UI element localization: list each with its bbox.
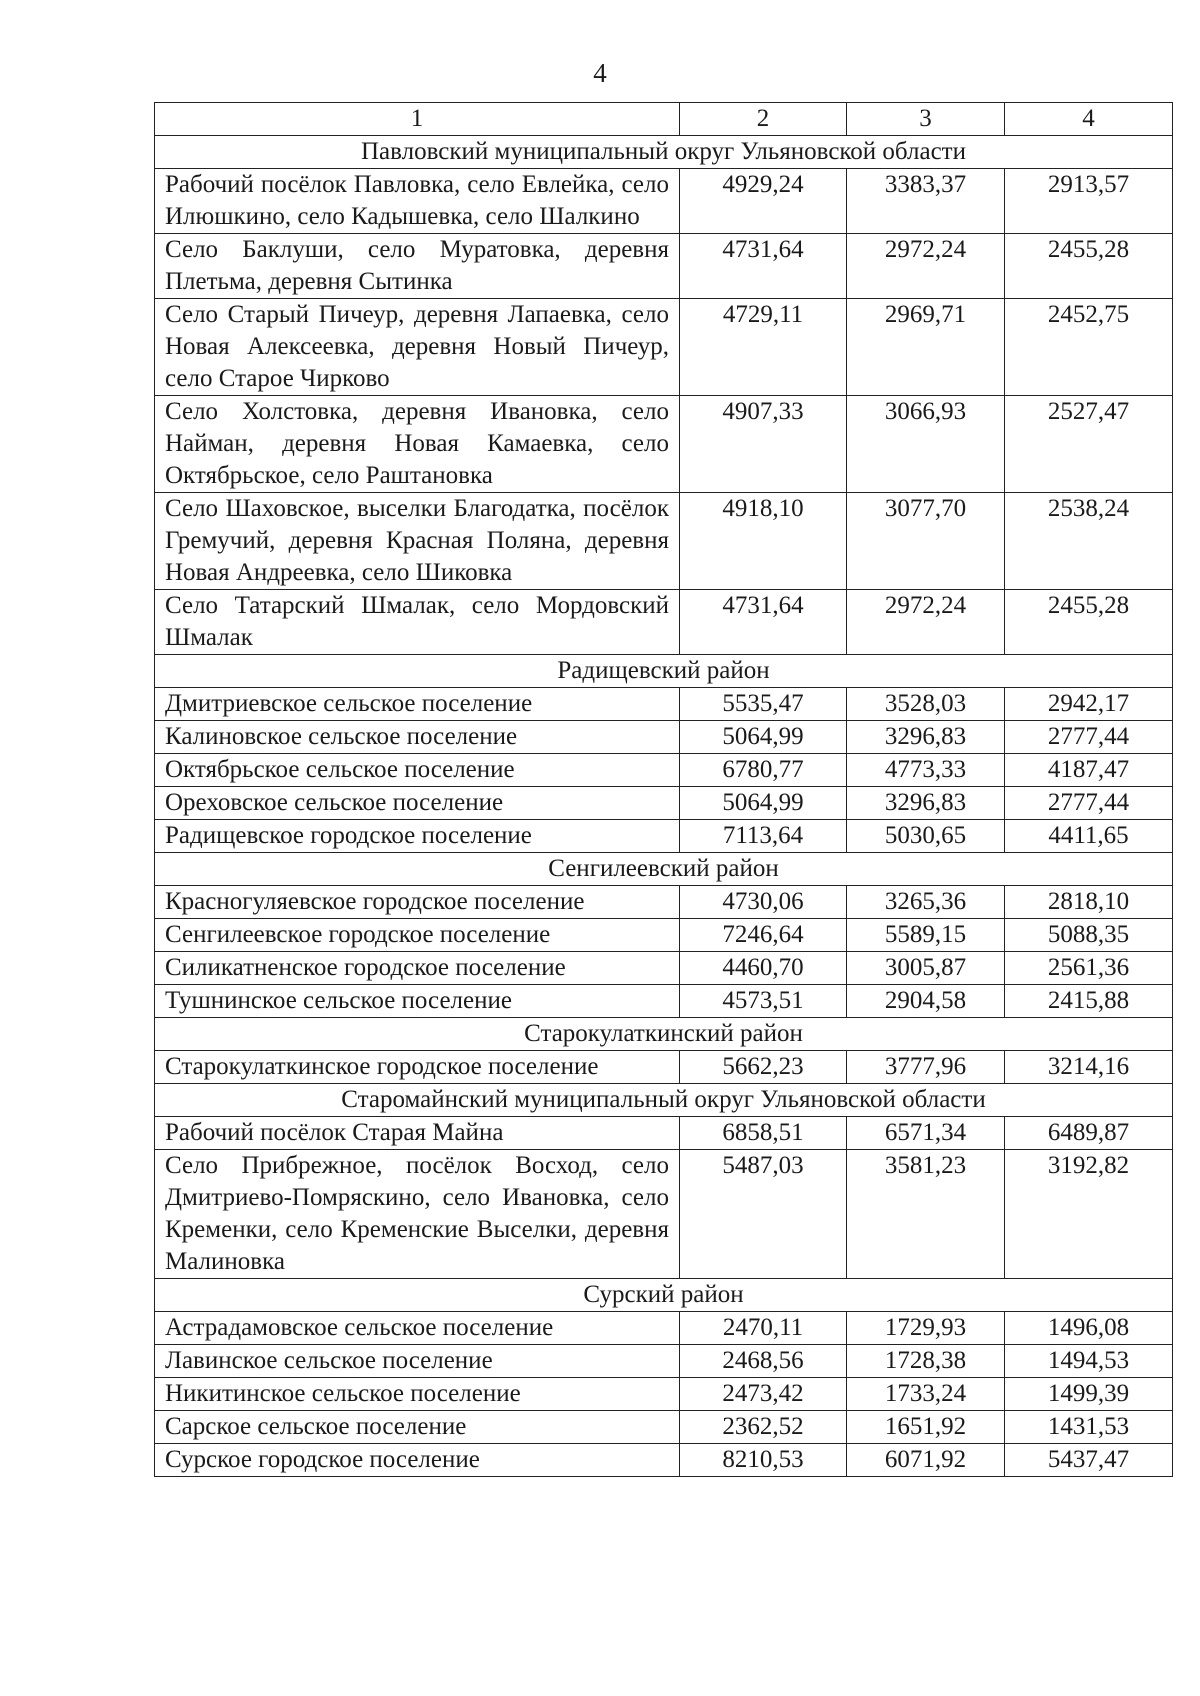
value-column-2: 4918,10 xyxy=(680,493,847,590)
value-column-2: 4729,11 xyxy=(680,299,847,396)
value-column-3: 3005,87 xyxy=(847,952,1005,985)
settlement-name: Красногуляевское городское поселение xyxy=(155,886,680,919)
table-row xyxy=(155,919,1173,952)
table-row xyxy=(155,820,1173,853)
value-column-4: 5088,35 xyxy=(1005,919,1173,952)
column-number-header xyxy=(155,103,1173,136)
value-column-3: 3077,70 xyxy=(847,493,1005,590)
value-column-3: 2969,71 xyxy=(847,299,1005,396)
table-row xyxy=(155,1411,1173,1444)
value-column-3: 3265,36 xyxy=(847,886,1005,919)
settlement-name: Село Старый Пичеур, деревня Лапаевка, село Новая Алексеевка, деревня Новый Пичеур, село Старое Чирково xyxy=(155,299,680,396)
section-title: Радищевский район xyxy=(155,655,1173,688)
value-column-3: 3066,93 xyxy=(847,396,1005,493)
value-column-4: 2455,28 xyxy=(1005,590,1173,655)
section-header-row xyxy=(155,1084,1173,1117)
value-column-3: 2972,24 xyxy=(847,590,1005,655)
settlement-name: Силикатненское городское поселение xyxy=(155,952,680,985)
value-column-3: 6071,92 xyxy=(847,1444,1005,1477)
value-column-4: 2777,44 xyxy=(1005,721,1173,754)
value-column-3: 1728,38 xyxy=(847,1345,1005,1378)
table-body xyxy=(155,136,1173,1477)
value-column-4: 2777,44 xyxy=(1005,787,1173,820)
table-row xyxy=(155,754,1173,787)
tariff-table xyxy=(154,102,1173,1477)
value-column-2: 4731,64 xyxy=(680,234,847,299)
value-column-3: 5030,65 xyxy=(847,820,1005,853)
page-number: 4 xyxy=(593,58,607,88)
value-column-4: 2818,10 xyxy=(1005,886,1173,919)
table-row xyxy=(155,1117,1173,1150)
settlement-name: Село Татарский Шмалак, село Мордовский Шмалак xyxy=(155,590,680,655)
settlement-name: Калиновское сельское поселение xyxy=(155,721,680,754)
settlement-name: Сурское городское поселение xyxy=(155,1444,680,1477)
value-column-2: 2362,52 xyxy=(680,1411,847,1444)
value-column-3: 4773,33 xyxy=(847,754,1005,787)
table-row xyxy=(155,493,1173,590)
settlement-name: Астрадамовское сельское поселение xyxy=(155,1312,680,1345)
section-title: Павловский муниципальный округ Ульяновской области xyxy=(155,136,1173,169)
value-column-3: 2904,58 xyxy=(847,985,1005,1018)
value-column-3: 5589,15 xyxy=(847,919,1005,952)
value-column-2: 4731,64 xyxy=(680,590,847,655)
settlement-name: Село Баклуши, село Муратовка, деревня Плетьма, деревня Сытинка xyxy=(155,234,680,299)
settlement-name: Село Шаховское, выселки Благодатка, посёлок Гремучий, деревня Красная Поляна, деревня Новая Андреевка, село Шиковка xyxy=(155,493,680,590)
value-column-4: 2527,47 xyxy=(1005,396,1173,493)
value-column-4: 1499,39 xyxy=(1005,1378,1173,1411)
table-row xyxy=(155,396,1173,493)
value-column-3: 3383,37 xyxy=(847,169,1005,234)
value-column-3: 3296,83 xyxy=(847,787,1005,820)
value-column-4: 5437,47 xyxy=(1005,1444,1173,1477)
value-column-2: 2473,42 xyxy=(680,1378,847,1411)
value-column-3: 3777,96 xyxy=(847,1051,1005,1084)
value-column-2: 4907,33 xyxy=(680,396,847,493)
value-column-3: 2972,24 xyxy=(847,234,1005,299)
value-column-2: 6858,51 xyxy=(680,1117,847,1150)
settlement-name: Село Прибрежное, посёлок Восход, село Дмитриево-Помряскино, село Ивановка, село Кременки, село Кременские Выселки, деревня Малиновка xyxy=(155,1150,680,1279)
value-column-4: 4187,47 xyxy=(1005,754,1173,787)
settlement-name: Сарское сельское поселение xyxy=(155,1411,680,1444)
section-title: Сенгилеевский район xyxy=(155,853,1173,886)
value-column-3: 3581,23 xyxy=(847,1150,1005,1279)
table-row xyxy=(155,590,1173,655)
table-row xyxy=(155,1378,1173,1411)
value-column-3: 1651,92 xyxy=(847,1411,1005,1444)
table-row xyxy=(155,886,1173,919)
value-column-3: 3296,83 xyxy=(847,721,1005,754)
table-row xyxy=(155,299,1173,396)
value-column-2: 4460,70 xyxy=(680,952,847,985)
table-row xyxy=(155,688,1173,721)
value-column-2: 4573,51 xyxy=(680,985,847,1018)
value-column-2: 5064,99 xyxy=(680,721,847,754)
section-header-row xyxy=(155,136,1173,169)
table-row xyxy=(155,1312,1173,1345)
section-header-row xyxy=(155,1279,1173,1312)
value-column-4: 6489,87 xyxy=(1005,1117,1173,1150)
value-column-2: 4929,24 xyxy=(680,169,847,234)
settlement-name: Старокулаткинское городское поселение xyxy=(155,1051,680,1084)
table-row xyxy=(155,787,1173,820)
value-column-2: 7113,64 xyxy=(680,820,847,853)
value-column-4: 1494,53 xyxy=(1005,1345,1173,1378)
settlement-name: Ореховское сельское поселение xyxy=(155,787,680,820)
value-column-2: 5662,23 xyxy=(680,1051,847,1084)
table-row xyxy=(155,952,1173,985)
table-row xyxy=(155,721,1173,754)
settlement-name: Никитинское сельское поселение xyxy=(155,1378,680,1411)
value-column-2: 5535,47 xyxy=(680,688,847,721)
section-header-row xyxy=(155,1018,1173,1051)
column-header-3: 3 xyxy=(847,103,1005,136)
column-header-2: 2 xyxy=(680,103,847,136)
value-column-4: 2415,88 xyxy=(1005,985,1173,1018)
value-column-2: 6780,77 xyxy=(680,754,847,787)
table-row xyxy=(155,985,1173,1018)
value-column-2: 8210,53 xyxy=(680,1444,847,1477)
settlement-name: Октябрьское сельское поселение xyxy=(155,754,680,787)
value-column-4: 2913,57 xyxy=(1005,169,1173,234)
settlement-name: Село Холстовка, деревня Ивановка, село Найман, деревня Новая Камаевка, село Октябрьское, село Раштановка xyxy=(155,396,680,493)
value-column-2: 5487,03 xyxy=(680,1150,847,1279)
section-title: Старомайнский муниципальный округ Ульяновской области xyxy=(155,1084,1173,1117)
value-column-4: 2455,28 xyxy=(1005,234,1173,299)
section-title: Старокулаткинский район xyxy=(155,1018,1173,1051)
table-row xyxy=(155,169,1173,234)
value-column-3: 3528,03 xyxy=(847,688,1005,721)
value-column-4: 1431,53 xyxy=(1005,1411,1173,1444)
table-row xyxy=(155,1444,1173,1477)
value-column-2: 2468,56 xyxy=(680,1345,847,1378)
value-column-4: 3192,82 xyxy=(1005,1150,1173,1279)
value-column-4: 3214,16 xyxy=(1005,1051,1173,1084)
value-column-2: 5064,99 xyxy=(680,787,847,820)
section-header-row xyxy=(155,655,1173,688)
value-column-2: 2470,11 xyxy=(680,1312,847,1345)
value-column-4: 2561,36 xyxy=(1005,952,1173,985)
value-column-4: 2538,24 xyxy=(1005,493,1173,590)
value-column-3: 6571,34 xyxy=(847,1117,1005,1150)
settlement-name: Лавинское сельское поселение xyxy=(155,1345,680,1378)
settlement-name: Рабочий посёлок Старая Майна xyxy=(155,1117,680,1150)
column-header-1: 1 xyxy=(155,103,680,136)
table-row xyxy=(155,234,1173,299)
value-column-2: 4730,06 xyxy=(680,886,847,919)
value-column-4: 2942,17 xyxy=(1005,688,1173,721)
value-column-3: 1733,24 xyxy=(847,1378,1005,1411)
settlement-name: Сенгилеевское городское поселение xyxy=(155,919,680,952)
section-title: Сурский район xyxy=(155,1279,1173,1312)
settlement-name: Тушнинское сельское поселение xyxy=(155,985,680,1018)
settlement-name: Рабочий посёлок Павловка, село Евлейка, село Илюшкино, село Кадышевка, село Шалкино xyxy=(155,169,680,234)
table-row xyxy=(155,1051,1173,1084)
section-header-row xyxy=(155,853,1173,886)
value-column-4: 2452,75 xyxy=(1005,299,1173,396)
column-header-4: 4 xyxy=(1005,103,1173,136)
table-row xyxy=(155,1345,1173,1378)
value-column-3: 1729,93 xyxy=(847,1312,1005,1345)
value-column-4: 4411,65 xyxy=(1005,820,1173,853)
settlement-name: Радищевское городское поселение xyxy=(155,820,680,853)
value-column-4: 1496,08 xyxy=(1005,1312,1173,1345)
table-row xyxy=(155,1150,1173,1279)
settlement-name: Дмитриевское сельское поселение xyxy=(155,688,680,721)
value-column-2: 7246,64 xyxy=(680,919,847,952)
